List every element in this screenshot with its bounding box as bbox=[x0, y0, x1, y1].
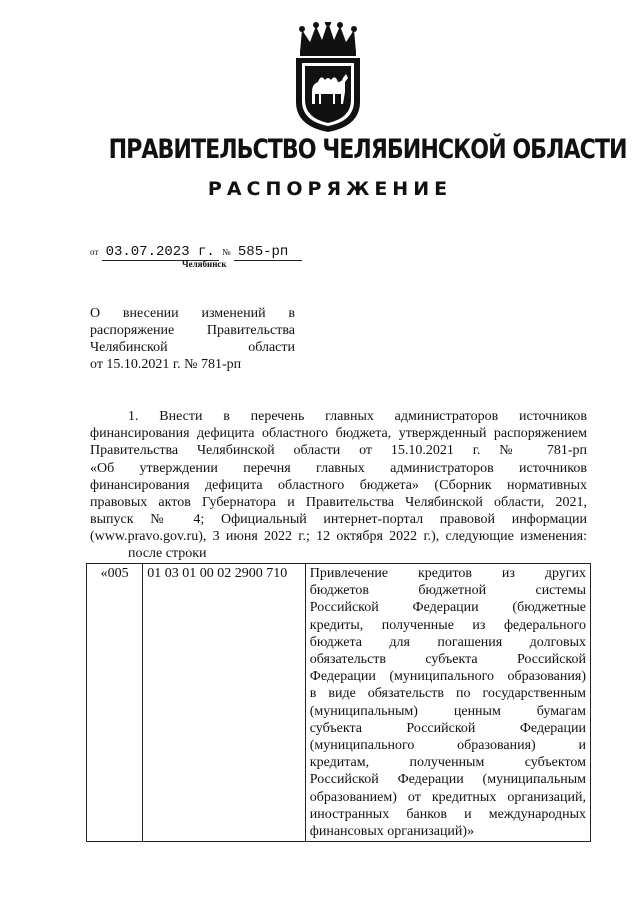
description-line: (муниципального образования) и bbox=[309, 738, 586, 754]
number-prefix: № bbox=[222, 247, 231, 257]
subject-line: распоряжение Правительства bbox=[90, 323, 295, 338]
sources-table bbox=[86, 563, 591, 842]
description-line: субъекта Российской Федерации bbox=[309, 720, 586, 736]
body-line: финансирования дефицита областного бюджета, утвержденный распоряжением bbox=[90, 426, 587, 442]
table-row bbox=[87, 564, 591, 842]
body-line: «Об утверждении перечня главных администраторов источников bbox=[90, 460, 587, 476]
description-line: Привлечение кредитов из других bbox=[309, 566, 586, 581]
table-cell-description bbox=[305, 564, 590, 842]
description-line: кредиты, полученные из федерального bbox=[309, 617, 586, 633]
table-cell-code: «005 bbox=[87, 564, 143, 842]
document-subject bbox=[90, 305, 295, 373]
body-line: финансирования дефицита областного бюджета» (Сборник нормативных bbox=[90, 477, 587, 493]
description-line: Российской Федерации (бюджетные bbox=[309, 600, 586, 616]
description-line: иностранных банков и международных bbox=[309, 806, 586, 822]
document-number: 585-рп bbox=[234, 244, 302, 261]
description-line: финансовых организаций)» bbox=[309, 824, 475, 840]
body-paragraph bbox=[90, 408, 587, 546]
coat-of-arms-emblem bbox=[288, 22, 368, 134]
body-line: правовых актов Губернатора и Правительства Челябинской области, 2021, bbox=[90, 495, 587, 511]
table-cell-kbk: 01 03 01 00 02 2900 710 bbox=[143, 564, 306, 842]
subject-line: О внесении изменений в bbox=[90, 306, 295, 321]
description-line: (муниципальным) ценным бумагам bbox=[309, 703, 586, 719]
body-line: выпуск № 4; Официальный интернет-портал правовой информации bbox=[90, 512, 587, 528]
description-line: обязательств субъекта Российской bbox=[309, 652, 586, 668]
subject-line: от 15.10.2021 г. № 781-рп bbox=[90, 357, 242, 372]
organization-title: ПРАВИТЕЛЬСТВО ЧЕЛЯБИНСКОЙ ОБЛАСТИ bbox=[108, 134, 627, 165]
body-line: Правительства Челябинской области от 15.10.2021 г. № 781-рп bbox=[90, 443, 587, 459]
description-line: бюджетов бюджетной системы bbox=[309, 583, 586, 599]
body-line: 1. Внести в перечень главных администраторов источников bbox=[128, 409, 587, 424]
description-line: образованием) от кредитных организаций, bbox=[309, 789, 586, 805]
document-type-heading: РАСПОРЯЖЕНИЕ bbox=[207, 178, 453, 200]
description-line: Российской Федерации (муниципальным bbox=[309, 772, 586, 788]
description-line: кредитам, полученным субъектом bbox=[309, 755, 586, 771]
date-prefix: от bbox=[90, 247, 99, 257]
subject-line: Челябинской области bbox=[90, 340, 295, 355]
description-line: Федерации (муниципального образования) bbox=[309, 669, 586, 685]
after-row-label: после строки bbox=[128, 546, 207, 561]
document-date: 03.07.2023 г. bbox=[102, 244, 219, 261]
document-city: Челябинск bbox=[182, 259, 227, 269]
body-line: (www.pravo.gov.ru), 3 июня 2022 г.; 12 октября 2022 г.), следующие изменения: bbox=[90, 529, 587, 545]
description-line: в виде обязательств по государственным bbox=[309, 686, 586, 702]
description-line: бюджета для погашения долговых bbox=[309, 634, 586, 650]
